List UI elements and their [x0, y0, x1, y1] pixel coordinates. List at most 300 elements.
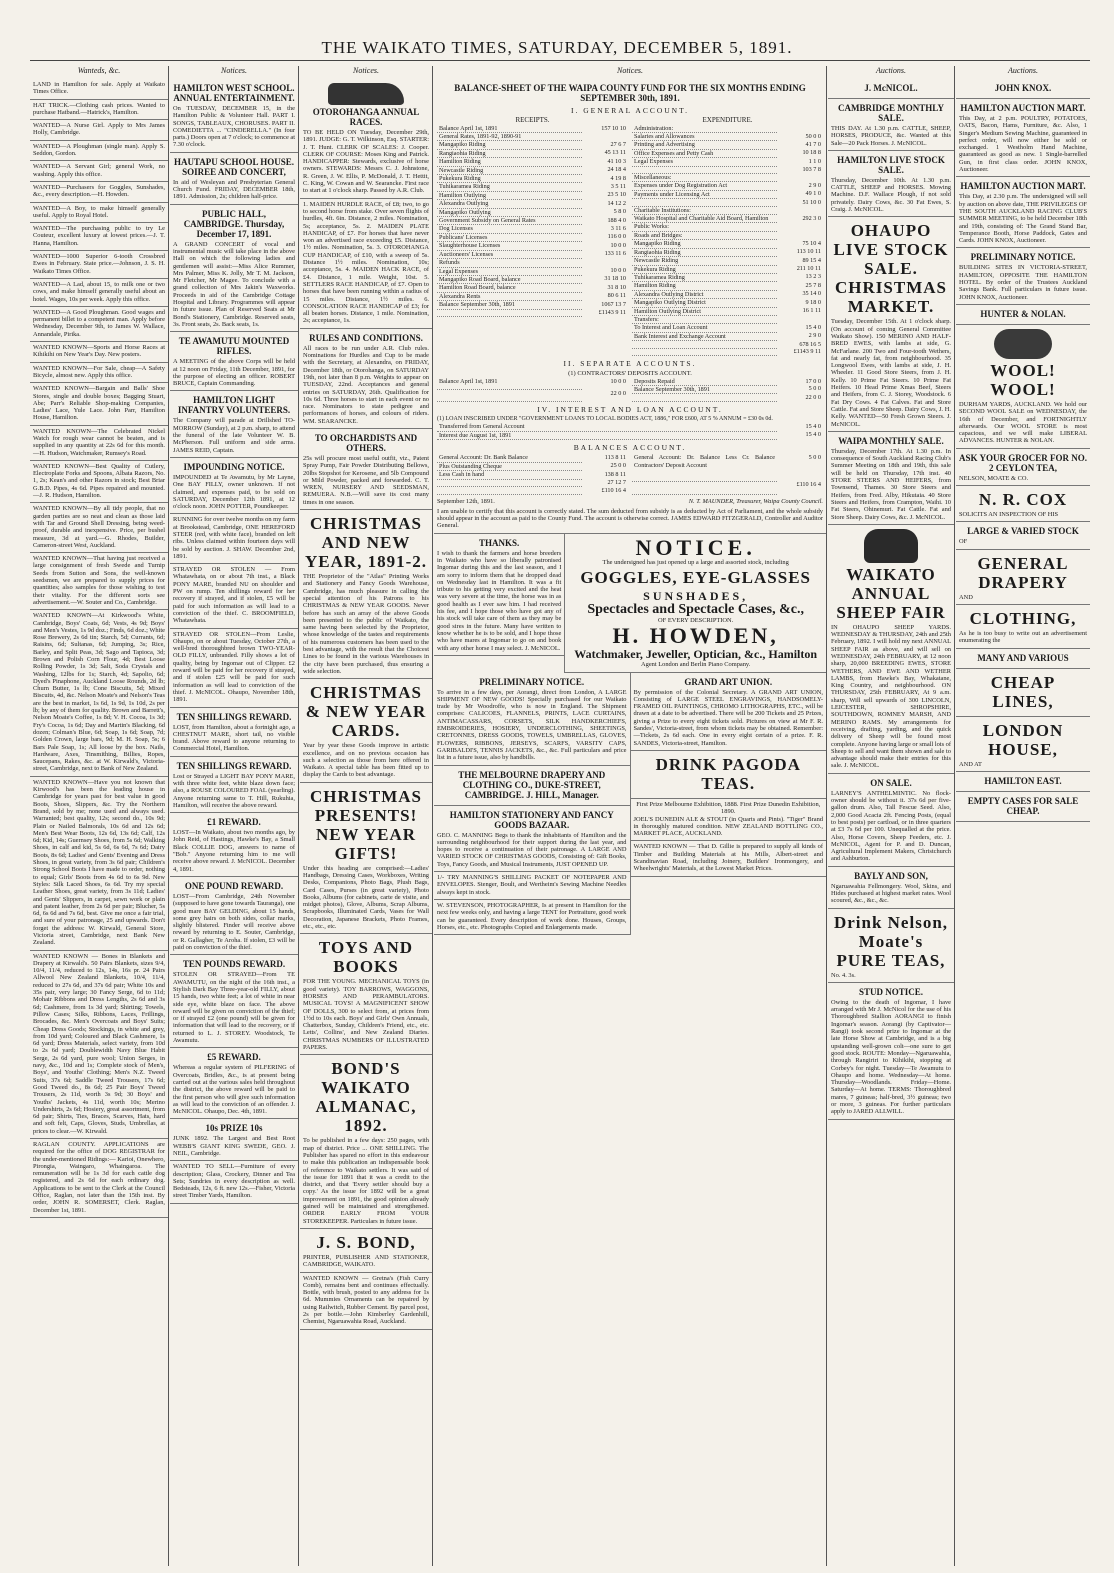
notice-heading: CHRISTMAS AND NEW YEAR, 1891-2.	[304, 514, 428, 572]
notice-ad	[956, 550, 1090, 605]
ledger-label: Payments under Licensing Act	[632, 190, 777, 198]
notice-text: Year by year these Goods improve in artistic excellence, and on no previous occasion has such a selection as those from here offered in Waikato. A special table has been fitted up to display the Cards to best advantage.	[303, 742, 429, 779]
notice-heading: WAIPA MONTHLY SALE.	[838, 435, 944, 446]
ledger-amount: 45 13 11	[604, 149, 626, 157]
classified-ad: HAT TRICK.—Clothing cash prices. Wanted to purchase Hatband.—Hatrick's, Hamilton.	[30, 100, 168, 121]
notice-text: Under this heading are comprised:—Ladies' Handbags, Dressing Cases, Workboxes, Writing Desks, Companions, Photo Bags, Plush Bags, Card Cases, Purses (in great variety), Photo Books, Albums (for cabinets, carte de visite, and midget photos), Glove, Albums, Scrap Albums, Scrapbooks, Illuminated Cards, Vases for Wall Decoration, Japanese Brackets, Photo Frames, etc., etc., etc.	[303, 864, 429, 931]
timber-text: WANTED KNOWN — That D. Gillie is prepared to supply all kinds of Timber and Building Materials at his Mills, Albert-street and Scandinavian Road, including Joinery, Builders' Ironmongery, and Wheelwrights' Materials, at the Lowest Market Prices.	[633, 843, 823, 873]
classified-ad: WANTED KNOWN—Sports and Horse Races at Kihikihi on New Year's Day. New posters.	[30, 342, 168, 363]
notice-text: PRINTER, PUBLISHER AND STATIONER, CAMBRIDGE, WAIKATO.	[303, 1253, 429, 1269]
ledger-amount: 25 7 8	[805, 281, 821, 289]
ledger-label: General Account: Dr. Bank Balance	[437, 454, 582, 462]
ledger-label	[437, 309, 582, 316]
column-heading: Wanteds, &c.	[77, 66, 121, 75]
notice-ad	[956, 717, 1090, 772]
ledger-amount: 292 3 0	[802, 214, 821, 222]
notice-ad	[170, 205, 298, 333]
notice-ad	[828, 867, 954, 909]
ledger-label: Alexandra Rents	[437, 292, 582, 300]
every-description: OF EVERY DESCRIPTION.	[658, 617, 734, 624]
stevenson-text: W. STEVENSON, PHOTOGRAPHER, Is at present in Hamilton for the next few weeks only, and having a large TENT for Portraiture, good work can be guaranteed. Every description of work done. Houses, Groups, Horses, etc., etc. Photographs Copied and Enlargements made.	[437, 901, 627, 931]
notice-heading: PUBLIC HALL, CAMBRIDGE. Thursday, December 17, 1891.	[183, 208, 285, 239]
ledger-amount: 10 0 0	[610, 267, 626, 274]
notice-text: WANTED TO SELL—Furniture of every description; Glass, Crockery, Dinner and Tea Sets; Sundries in every description as well. Bedsteads, 12s, 6 ft. new 12s.—Fisher, Victoria street Timber Yards, Hamilton.	[173, 1163, 295, 1200]
spectacles-heading: Spectacles and Spectacle Cases, &c.,	[587, 602, 804, 617]
notice-ad	[956, 486, 1090, 522]
ledger-label: Rangiaohia Riding	[632, 248, 777, 256]
notice-text: SOLICITS AN INSPECTION OF HIS	[959, 511, 1059, 519]
notice-text: OF	[959, 538, 968, 546]
ledger-label: Refunds	[437, 259, 582, 267]
ledger-label: Mangapiko Outlying District	[632, 299, 777, 307]
notice-text: 1. MAIDEN HURDLE RACE, of £8; two, to go to second horse from stake. Over seven flights of hurdles, 4ft. 6in. Distance, 2 miles. Nomination, 5s; acceptance, 5s. 2. MAIDEN PLATE HANDICAP, of £7. For horses that have never won an advertised race exceeding £5. Distance, 1½ miles. Nomination, 5s. 3. OTOROHANGA CUP HANDICAP, of £10, with a sweep of 5s. Distance 1½ miles. Nomination, 10s; acceptance, 5s. 4. MAIDEN HACK RACE, of £4. Distance, 1 mile. Weight, 10st. 5. SETTLERS RACE HANDICAP, of £7. Open to horses that have been running within a radius of 15 miles. Distance, 1½ miles. 6. CONSOLATION RACE HANDICAP of £3; for all beaten horses. Distance, 1 mile. Nomination, 2s; acceptance, 1s.	[303, 200, 429, 325]
classified-ad: WANTED KNOWN—At Kirkwood's White, Cambridge, Boys' Coats, 6d; Vests, 4s 9d; Boys' and Men's Vestes, 1s 9d doz.; Finds, 6d doz.; White Rose Brewery, 2s 6d tin; Starch, 5d; Currants, 6d; Raisins, 6d; Sultanas, 6d; Jumping, 3s; Rice, Barley, and Split Peas, 3d; Sago and Tapioca, 3d; Brown and Polish Corn Flour, 4d; Best Loose Rolling Powder, 1s 3d; Salt, Soda Crystals and Washing, 12lbs for 1s; Starch, 4d; Sapolio, 6d; Dyed's Pinaphone, Auckland Loose Rounds, 2d lb; Churn Butter, 1s lb; Cone Biscuits, 5d; Mixed Biscuits, 4d, &c. Nelson Moate's and Nelson's Teas are the best in market, 1s 6d, 1s 9d, 1s 10d, 2s per lb; by any of them for quality. Brown and Barrett's, Nelson Moate's Coffee, 1s 8d; V. H. Cocoa, 1s 3d; Fry's Cocoa, 1s 6d; Day and Martin's Blacking, 6d dozen; Colman's Blue, 6d; Soap, 1s 6d; Soap, 7d; Golden Crown, large bars, 9d; M. H. Soap, 5s; 6 Bars Pale Soap, 1s; All loose by the box. Nails, Hardware, Axes, Tinsmithing, Billies, Ropes, Saucepans, Rakes, &c. at W. Kirwald's, Victoria-street, Cambridge, next to Bank of New Zealand.	[30, 610, 168, 777]
notice-heading: TEN SHILLINGS REWARD.	[176, 760, 292, 771]
ale-text: JOEL'S DUNEDIN ALE & STOUT (in Quarts and Pints). "Tiger" Brand in thoroughly matured condition. NEW ZEALAND BOTTLING CO., MARKET PLACE, AUCKLAND.	[633, 815, 823, 838]
ledger-amount	[582, 133, 628, 141]
classified-ad: WANTED KNOWN — Bones in Blankets and Drapery at Kirwald's. 50 Pairs Blankets, sizes 9/4, 10/4, 11/4, reduced to 12s, 14s, 16s pr. 24 Pairs Allwool New Zealand Blankets, 10/4, 11/4, reduced to 27s 6d, and 37s 6d pair; White 10s and 35s pair, very large; 30 Fancy Serge, 6d to 11d; Mohair Ribbons and Dress Lengths, 2s 6d and 3s 6d; Cashmere, from 1s 3d yard; Shirting; Towels, Pillow Cases; Silks, Ribbons, Laces, Frillings, Brocades, &c. Men's Overcoats and Boys' Suits; Cheap Dress Goods; Stockings, in white and grey, from 10d yard; Coloured and Black Cashmere, 1s 6d yard; Dress Materials, select variety, from 10d to 2s 6d yard; Doublewidth Navy Blue Habit Serge, 2s 6d yard, pure wool; Union Serges, in navy, &c., 10d and 1s; Complete stock of Men's, Boys', and Youths' Clothing; Men's N.Z. Tweed Suits, 37s 6d; Saddle Tweed Trousers, 17s 6d; Good Tweed do., 8s 6d; 25 Pair Boys' Tweed Trousers, 2s 11d, worth 3s 9d; 30 Boys' and Youths' Jackets, 4s 11d, worth 10s; Merino Undershirts, 2s 6d; Hosiery, great assortment, from 6d pair; Shirts, Ties, Braces, Scarves, Hats, hard and soft felt, Caps, Gloves, Studs, Umbrellas, at prices to clear.—W. Kirwald.	[30, 951, 168, 1139]
masthead: THE WAIKATO TIMES, SATURDAY, DECEMBER 5, 1891.	[321, 38, 793, 57]
ledger-row	[632, 223, 823, 231]
ledger-row	[437, 454, 628, 462]
column-heading: Auctions.	[1008, 66, 1038, 75]
column-body	[30, 79, 168, 1218]
ledger-row	[632, 125, 823, 133]
ledger-amount: 15 4 0	[805, 423, 821, 431]
ledger-row	[632, 332, 823, 340]
classified-ad: WANTED—A Nurse Girl. Apply to Mrs James Holly, Cambridge.	[30, 120, 168, 141]
notice-text: A MEETING of the above Corps will be held at 12 noon on Friday, 11th December, 1891, for the purpose of electing an officer. ROBERT BRUCE, Captain Commanding.	[173, 358, 295, 388]
ledger-label: Salaries and Allowances	[632, 133, 777, 141]
ledger-label: Slaughterhouse Licenses	[437, 242, 582, 250]
notice-ad	[170, 877, 298, 955]
notice-text: JUNK 1892. The Largest and Best Root WEBB'S GIANT KING SWEDE, GEO. J. NEIL, Cambridge.	[173, 1135, 295, 1157]
ledger-label	[632, 481, 777, 494]
section-general-account: I. GENERAL ACCOUNT.	[571, 106, 689, 115]
ledger-amount: 2 9 0	[808, 181, 821, 189]
notice-ad	[956, 248, 1090, 304]
notice-heading: N. R. COX	[978, 490, 1068, 510]
ledger-amount: 9 18 0	[805, 298, 821, 306]
column-notices-2	[300, 66, 433, 1566]
notice-text: Tuesday, December 15th. At 1 o'clock sharp. (On account of coming General Committee Waikato Show). 150 MERINO AND HALF-BRED EWES, with lambs at side, G. McFarlane. 200 Two and Four-tooth Wethers, fat and nearly fat, from neighbourhood. 35 Longwool Ewes, with lambs at side, J. H. Wheeler. 11 Good Store Steers, from J. H. Kelly. 10 Prime Fat Steers. 10 Prime Fat Heifers. 10 Head Prime Xmas Beef, Steers and Heifers, from C. J. Storey, Woodstock. 6 Fat Dry Cows. 4 Fat Calves. Fat and Store Cattle. Fat and Store Sheep. Dairy Cows, J. H. Kelly. WANTED—50 Fresh Grown Steers. J. McNICOL.	[831, 318, 951, 428]
ledger-amount: 31 8 10	[607, 283, 626, 291]
balance-date: September 12th, 1891.	[437, 497, 495, 505]
ledger-amount: 35 14 0	[802, 290, 821, 298]
ledger-row	[437, 183, 628, 191]
notice-ad	[300, 429, 432, 510]
ledger-row	[437, 309, 628, 316]
ledger-label: Transfers:	[632, 315, 777, 323]
notice-text: IMPOUNDED at Te Awamutu, by Mr Layne, One BAY FILLY, owner unknown. If not claimed, and expenses paid, to be sold on SATURDAY, December 12th 1891, at 12 o'clock noon. JOHN POTTER, Poundkeeper.	[173, 473, 295, 511]
howden-agent: Agent London and Berlin Piano Company.	[641, 661, 751, 669]
notice-ad	[956, 325, 1090, 449]
ledger-row	[437, 378, 628, 390]
ledger-row	[437, 301, 628, 309]
notice-heading: EMPTY CASES FOR SALE CHEAP.	[967, 795, 1079, 816]
auditor-note: I am unable to certify that this account is correctly stated. The sum deducted from subsidy is as deducted by Act of Parliament, and the whole subsidy should appear in the account as paid to the County Fund. The account is otherwise correct. JAMES EDWARD FITZGERALD, Controller and Auditor General.	[437, 507, 823, 530]
ledger-label: Interest due August 1st, 1891	[437, 431, 777, 439]
ledger-row	[632, 348, 823, 355]
ledger-label: General Rates, 1891-92, 1890-91	[437, 133, 582, 141]
notice-text: Lost or Strayed a LIGHT BAY PONY MARE, with three white feet, white blaze down face; also, a ROUSE COLOURED FOAL (yearling). Anyone returning same to T. Hill, Rukuhia, Hamilton, will receive the above reward.	[173, 772, 295, 809]
ledger-row	[437, 462, 628, 470]
shilling-text: 1/- TRY MANNING'S SHILLING PACKET OF NOTEPAPER AND ENVELOPES. Stenger, Boult, and Wertheim's Sewing Machine Needles always kept in stock.	[437, 874, 627, 896]
notice-heading: HAMILTON LIGHT INFANTRY VOLUNTEERS.	[177, 395, 291, 416]
notice-heading: 10s PRIZE 10s	[205, 1123, 263, 1134]
ledger-amount: 10 0 0	[610, 377, 626, 385]
notice-heading: MANY AND VARIOUS	[977, 652, 1069, 663]
ledger-amount	[777, 223, 823, 231]
ledger-label: Printing and Advertising	[632, 141, 777, 149]
ledger-row	[632, 324, 823, 332]
notice-ad	[828, 99, 954, 151]
ledger-amount: 41 7 0	[805, 140, 821, 148]
notice-heading: HAMILTON EAST.	[984, 775, 1062, 786]
notice-heading: BOND'S WAIKATO ALMANAC, 1892.	[315, 1059, 417, 1136]
sunshades-heading: SUNSHADES,	[643, 589, 749, 603]
ledger-label: Hamilton Outlying	[437, 191, 582, 199]
notice-ad	[956, 177, 1090, 248]
column-notices-3	[434, 66, 827, 1566]
notice-heading: BAYLY AND SON,	[854, 870, 928, 881]
notice-ad	[300, 679, 432, 782]
notice-ad	[170, 79, 298, 153]
notice-text: AND AT	[959, 760, 982, 768]
notice-heading: HAUTAPU SCHOOL HOUSE. SOIREE AND CONCERT,	[173, 156, 295, 177]
notice-heading: TEN SHILLINGS REWARD.	[176, 711, 292, 722]
notice-heading: TOYS AND BOOKS	[318, 938, 414, 977]
ledger-label: Legal Expenses	[632, 158, 777, 166]
ledger-row	[632, 265, 823, 273]
ledger-label: Miscellaneous:	[632, 174, 777, 182]
ledger-label: Hamilton Outlying District	[632, 307, 777, 315]
ledger-amount: 22 0 0	[610, 389, 626, 397]
column-heading: Notices.	[617, 66, 643, 75]
ledger-label: Balance September 30th, 1891	[437, 301, 582, 309]
notice-ad	[828, 774, 954, 867]
notice-ad	[170, 708, 298, 757]
notice-ad	[300, 783, 432, 935]
ledger-amount: 3 11 6	[610, 224, 626, 232]
ledger-amount: 157 10 10	[601, 124, 626, 132]
ledger-row	[437, 284, 628, 292]
ledger-row	[632, 481, 823, 494]
ledger-amount: 75 10 4	[802, 239, 821, 247]
ledger-row	[437, 217, 628, 225]
ledger-amount	[777, 174, 823, 182]
ledger-label: Tuhikaramea Riding	[632, 273, 777, 281]
ledger-label: Government Subsidy on General Rates	[437, 217, 582, 225]
classified-ad: WANTED KNOWN—Bargain and Balls' Shoe Stores, single and double boxes; Bagging Stuart, Abe; Parr's Reliable Shop-making Companies, Ladies' Lace, Yule Lace. John Parr, Hamilton House, Hamilton.	[30, 383, 168, 425]
ledger-amount: 1 1 0	[808, 157, 821, 165]
ledger-amount: 31 18 10	[604, 275, 626, 283]
ledger-row	[437, 133, 628, 141]
notice-text: LOST—From Cambridge, 24th November (supposed to have gone towards Tauranga), one good mare BAY GELDING, about 15 hands, some grey hairs on both sides, collar marks, slightly blistered. Finder will receive above reward by returning to E. Souter, Cambridge, or R. Gallagher, Te Aroha. If stolen, £3 will be paid on conviction of the thief.	[173, 892, 295, 952]
treasurer-signature: N. T. MAUNDER, Treasurer, Waipa County Council.	[688, 497, 823, 505]
ledger-label: Hamilton Riding	[437, 158, 582, 166]
ledger-amount	[582, 259, 628, 267]
art-union-heading: GRAND ART UNION.	[684, 676, 773, 687]
grand-art-union	[631, 673, 827, 751]
ledger-amount: 10 18 8	[802, 149, 821, 157]
ledger-label: Newcastle Riding	[437, 166, 582, 174]
notice-ad	[170, 1161, 298, 1203]
ledger-row	[632, 166, 823, 173]
ledger-label: Newcastle Riding	[632, 257, 777, 265]
notice-text: BUILDING SITES IN VICTORIA-STREET, HAMILTON, OPPOSITE THE HAMILTON HOTEL. By order of the Trustees Auckland Savings Bank. Full particulars in future issue. JOHN KNOX, Auctioneer.	[959, 264, 1087, 301]
ledger-row	[437, 175, 628, 183]
notice-text: STRAYED OR STOLEN—From Leslie, Ohaupo, on or about Tuesday, October 27th, a well-bred thoroughbred brown TWO-YEAR-OLD FILLY, unbranded. Filly shows a lot of quality, being by Ingomar out of Clipper. £2 reward will be paid for her recovery if strayed, and if stolen £25 will be paid for such information as will lead to conviction of the thief. J. McNICOL. Ohaupo, November 18th, 1891.	[173, 630, 295, 704]
ledger-row	[632, 290, 823, 298]
howden-name: H. HOWDEN,	[612, 623, 779, 649]
notice-text: 25s will procure most useful outfit, viz., Patent Spray Pump, Fair Powder Distributing Bellows, 20lbs Stopshot for Kerosene, and 5lb Compound or Mild Powder, packed and forwarded. C. T. WREN, NURSERY AND SEEDSMAN, REMUERA. N.B.—Will save its cost many times in one season.	[303, 454, 429, 506]
notice-heading: GENERAL DRAPERY	[977, 553, 1069, 592]
ledger-row	[437, 292, 628, 300]
ledger-row	[437, 200, 628, 208]
contractors-deposits-heading: (1) CONTRACTORS' DEPOSITS ACCOUNT.	[568, 370, 692, 378]
ledger-label: Waikato Hospital and Charitable Aid Board, Hamilton	[632, 215, 777, 223]
notice-ad	[170, 757, 298, 813]
ledger-amount: 5 0 0	[808, 454, 821, 462]
notice-text: NELSON, MOATE & CO.	[959, 474, 1029, 482]
ledger-label: Transferred from General Account	[437, 423, 777, 431]
ledger-label: Expenses under Dog Registration Act	[632, 182, 777, 190]
notice-ad	[300, 1229, 432, 1273]
ledger-amount: 50 0 0	[805, 132, 821, 140]
notice-heading: WOOL! WOOL!	[990, 360, 1056, 399]
stationery-bazaar	[434, 806, 630, 872]
column-heading: Auctions.	[876, 66, 906, 75]
notice-heading: ONE POUND REWARD.	[184, 880, 284, 891]
section-separate-accounts: II. SEPARATE ACCOUNTS.	[563, 358, 697, 368]
notice-ad	[828, 432, 954, 525]
classified-ad: WANTED—A Boy, to make himself generally useful. Apply to Royal Hotel.	[30, 203, 168, 224]
ledger-label	[632, 199, 777, 206]
ledger-amount: 4 19 8	[610, 174, 626, 182]
ledger-amount: 41 10 3	[607, 157, 626, 165]
ledger-amount: 51 10 0	[802, 198, 821, 206]
notice-heading: CAMBRIDGE MONTHLY SALE.	[838, 103, 944, 123]
ledger-row	[437, 166, 628, 174]
ledger-row	[437, 191, 628, 199]
notice-ad	[828, 525, 954, 774]
ledger-row	[437, 431, 823, 439]
notice-ad	[956, 605, 1090, 649]
notice-ad	[956, 522, 1090, 549]
notice-ad	[300, 329, 432, 429]
ledger-amount	[777, 125, 823, 133]
classified-ad: WANTED KNOWN—Best Quality of Cutlery, Electroplate Forks and Spoons, Albata Razors, No. 1, 2s; Kean's and other Razors in stock; Best Briar G.B.D. Pipes, 4s 6d. Pipes repaired and mounted.—J. R. Hudson, Hamilton.	[30, 461, 168, 503]
receipts-heading: RECEIPTS.	[515, 116, 550, 125]
notice-text: Thursday, December 10th. At 1.30 p.m. CATTLE, SHEEP and HORSES. Mowing Machine. D.F. Wallace Plough, if not sold privately. Dairy Cows, &c. 30 Fat Ewes, S. Craig. J. McNICOL.	[831, 176, 951, 214]
notice-ad	[170, 955, 298, 1048]
balance-sheet-title: BALANCE-SHEET OF THE WAIPA COUNTY FUND FOR THE SIX MONTHS ENDING SEPTEMBER 30th, 1891.	[454, 83, 806, 103]
notice-text: Ngaruawahia Fellmongery. Wool, Skins, and Hides purchased at highest market rates. Wool scoured, &c., &c., &c.	[831, 882, 951, 905]
medals-text: First Prize Melbourne Exhibition, 1888. First Prize Dunedin Exhibition, 1890.	[636, 800, 821, 816]
notice-ad	[956, 649, 1090, 669]
notice-ad	[170, 514, 298, 564]
ledger-amount: 22 0 0	[805, 393, 821, 401]
ledger-amount: 24 18 4	[607, 166, 626, 174]
ledger-amount: 27 12 7	[607, 479, 626, 487]
ledger-row	[437, 208, 628, 216]
ledger-label: Mangapiko Road Board, balance	[437, 275, 582, 283]
notice-heading: Drink Nelson, Moate's PURE TEAS,	[833, 912, 949, 970]
balances-expenditure-table	[632, 454, 823, 494]
balance-sheet	[434, 79, 826, 534]
ledger-amount: 16 1 11	[802, 307, 821, 315]
ledger-label	[632, 394, 777, 401]
ledger-amount: 3 5 11	[610, 182, 626, 190]
goggles-heading: GOGGLES, EYE-GLASSES	[580, 568, 811, 587]
notice-text: IN OHAUPO SHEEP YARDS. WEDNESDAY & THURSDAY, 24th and 25th February, 1892. I will hold my next ANNUAL SHEEP FAIR as above, and will sell on WEDNESDAY, 24th FEBRUARY, at 12 noon sharp, 20,000 BREEDING EWES, STORE WETHERS, AND EWE AND WETHER LAMBS, from Hawke's Bay, Whakatane, King Country, and neighbourhood. ON THURSDAY, 25th FEBRUARY, At 9 a.m. sharp, Will sell upwards of 300 LINCOLN, LEICESTER, SHROPSHIRE, SOUTHDOWN, ROMNEY MARSH, AND MERINO RAMS. My arrangements for receiving, drafting, yarding, and the quick delivery of Sheep will be found most complete. Anyone having large or small lots of Sheep to sell and want them shown and sale to advantage should make their entries for this sale. J. McNICOL.	[831, 623, 951, 770]
loan-table	[437, 423, 823, 440]
preliminary-text: To arrive in a few days, per Aorangi, direct from London, A LARGE SHIPMENT OF NEW GOODS! Specially purchased for our Waikato trade by Mr Woodroffe, who is now in England. The Shipment comprises: CALICOES, FLANNELS, PRINTS, LACE CURTAINS, ANTIMACASSARS, CORSETS, SILK HANDKERCHIEFS, EMBROIDERIES, HOSIERY, UNDERCLOTHING, SHEETINGS, CRETONNES, DRESS GOODS, TOWELS, UMBRELLAS, GLOVES, FLOWERS, RIBBONS, JERSEYS, SCARFS, VARSITY CAPS, GARIBALDI'S, TENNIS JACKETS, &c., &c. Full particulars and price list in a future issue, also by handbills.	[437, 688, 627, 762]
ledger-label: Balance September 30th, 1891	[632, 385, 777, 393]
notice-ad	[828, 151, 954, 217]
classified-ad: WANTED—1000 Superior 6-tooth Crossbred Ewes in February. State price.—Johnson, J. S. H. Waikato Times Office.	[30, 251, 168, 279]
deposits-receipts-table	[437, 378, 628, 402]
notice-heading: PRELIMINARY NOTICE.	[970, 252, 1076, 263]
ledger-amount: 23 5 10	[607, 191, 626, 199]
ledger-amount: 5 0 0	[808, 385, 821, 393]
notice-heading: NOTICE.	[635, 534, 756, 560]
notice-text: Owing to the death of Ingomar, I have arranged with Mr J. McNicol for the use of his Thoroughbred Stallion AORANGI to finish Ingomar's season. Aorangi (by Captivator—Rangi) took second prize to Ingomar at the late Horse Show at Cambridge, and is a big upstanding well-grown colt—one sure to get good stock. ROUTE: Monday—Ngaruawahia, through Rangiriri to Kihikihi, stopping at Corbey's for night. Tuesday—Te Awamutu to Ohaupo and home. Wednesday—At home. Thursday—Woodlands. Friday—Home. Saturday—At home. TERMS: Thoroughbred mares, 7 guineas; half-bred, 3½ guineas; two or more, 3 guineas. For further particulars apply to JARED ALLWILL.	[831, 998, 951, 1116]
notice-ad	[956, 449, 1090, 486]
ledger-row	[437, 125, 628, 133]
notice-text: WANTED KNOWN — Gretna's (Fish Curry Comb), remains bent and continues effectually. Bottle, with brush, posted to any address for 1s 6d. Mummies Ornaments can be repaired by using Railwitch, Rubber Cement. By parcel post, 2s per bottle.—John Kimberley Gardenhill, Chemist, Ngaruawahia Road, Auckland.	[303, 1274, 429, 1326]
notice-text: LOST, from Hamilton, about a fortnight ago, a CHESTNUT MARE, short tail, no visible brand. Above reward to anyone returning to Commercial Hotel, Hamilton.	[173, 723, 295, 753]
ledger-row	[437, 275, 628, 283]
ledger-label: Plus Outstanding Cheque	[437, 462, 582, 470]
ledger-amount: 15 4 0	[805, 323, 821, 331]
receipts-table	[437, 125, 628, 317]
notice-ad	[300, 1273, 432, 1330]
ledger-amount: 138 8 11	[604, 470, 626, 478]
ledger-row	[632, 231, 823, 239]
ledger-amount: £110 16 4	[796, 481, 821, 489]
notice-heading: HUNTER & NOLAN.	[980, 308, 1066, 319]
notice-ad	[956, 99, 1090, 177]
notice-heading: RULES AND CONDITIONS.	[309, 332, 423, 343]
notice-ad	[956, 669, 1090, 717]
ledger-amount: 49 1 0	[805, 190, 821, 198]
classified-ad: WANTED—A Good Ploughman. Good wages and permanent billet to a competent man. Apply before Wednesday, December 9th, to James W. Wallace, Annandale, Pirika.	[30, 307, 168, 342]
notice-text: As he is too busy to write out an advertisement enumerating the	[959, 629, 1087, 645]
ledger-label	[632, 166, 777, 173]
notice-text: FOR THE YOUNG. MECHANICAL TOYS (in good variety). TOY BARROWS, WAGGONS, HORSES AND PERAMBULATORS. MUSICAL TOYS! A MAGNIFICENT SHOW OF DOLLS, 300 to select from, at prices from 1½d to 10s each. Boys' and Girls' Own Annuals, Chatterbox, Sunday, Children's Friend, etc., etc. Letts', Collins', and New Zealand Diaries. CHRISTMAS NUMBERS OF ILLUSTRATED PAPERS.	[303, 978, 429, 1052]
notice-ad	[300, 934, 432, 1055]
thanks-notice	[434, 534, 564, 656]
notice-heading: CHRISTMAS PRESENTS! NEW YEAR GIFTS!	[310, 786, 422, 863]
ledger-label: Tuhikaramea Riding	[437, 183, 582, 191]
notice-heading: CHEAP LINES,	[990, 672, 1056, 711]
masthead-rule	[30, 60, 1090, 61]
notice-ad	[956, 79, 1090, 99]
ledger-row	[632, 190, 823, 198]
ledger-row	[437, 267, 628, 275]
notice-heading: ASK YOUR GROCER FOR NO. 2 CEYLON TEA,	[959, 452, 1087, 473]
ledger-label: Deposits Repaid	[632, 378, 777, 386]
ledger-row	[437, 141, 628, 149]
notice-ad	[300, 79, 432, 199]
expenditure-table	[632, 125, 823, 356]
ledger-amount: £1143 9 11	[793, 348, 821, 356]
ledger-amount: 14 12 2	[607, 199, 626, 207]
thanks-heading: THANKS.	[479, 537, 520, 548]
notice-text: DURHAM YARDS, AUCKLAND. We hold our SECOND WOOL SALE on WEDNESDAY, the 16th of December, and FORTNIGHTLY afterwards. Our WOOL STORE is most capacious, and we will make LIBERAL ADVANCES. HUNTER & NOLAN.	[959, 400, 1087, 445]
ledger-row	[632, 299, 823, 307]
notice-ad	[170, 458, 298, 514]
ledger-amount	[777, 206, 823, 214]
notice-text: All races to be run under A.R. Club rules. Nominations for Hurdles and Cup to be made with the Secretary, at Alexandra, on FRIDAY, December 18th, or Otorohanga, on SATURDAY 19th, not later than 8 p.m. Weights to appear on TUESDAY, 22nd. Acceptances and general entries on SATURDAY, 26th. Qualification for 10s 6d. Three horses to start in each event or no race. Nominators to state pedigree and performances of horses, and colours of riders. WM. SEARANCKE.	[303, 344, 429, 425]
ledger-label: Bank Interest and Exchange Account	[632, 332, 777, 340]
notice-heading: HAMILTON AUCTION MART.	[960, 103, 1086, 113]
classified-ad: WANTED KNOWN—Have you not known that Kirwood's has been the leading house in Cambridge for years past for best value in good Boots, Shoes, Slippers, &c. Try the Northern Brand, sold by me; none used and always used. Warranted; best quality, 12s; second do., 10s 9d; Plain or Nailed Balmorals, 10s 6d and 12s 6d; Men's Best Wear Boots, 12s 6d, 13s 6d; Calf, 12s 6d; Kid, 14s; Guernsey Shoes, from 5s 6d; Walking Shoes, in calf and kid, 5s 6d, 6s 6d, 7s 6d; Dairy Boots, 8s 6d; Ladies' and Gents' Evening and Dress Shoes, in great variety, from 3s 6d pair; Children's Strong School Boots I have made to order, nothing to equal; Girls' Boots from 4s 6d to 6s 9d. New Styles: Silk Laced Shoes, 6s 6d. Try my special Leather Shoes, great variety, from 3s 11d; Ladies' and Gents' Slippers, in carpet, sewn work or plain and patent leather, from 2s 6d per pair; Blucher, 5s 6d, 6s 6d and 7s 6d, best. Give me once a fair trial, and sure of your patronage, 25 and upwards. Don't forget the address: W. Kirwald, General Store, Victoria street, Cambridge, next Bank New Zealand.	[30, 777, 168, 951]
ledger-amount: 113 8 11	[604, 454, 626, 462]
notice-heading: J. S. BOND,	[316, 1232, 416, 1252]
ledger-row	[437, 242, 628, 250]
bull-engraving	[864, 529, 918, 563]
ledger-row	[632, 141, 823, 149]
notice-ad	[828, 79, 954, 99]
ledger-row	[632, 215, 823, 223]
melbourne-drapery	[434, 766, 630, 806]
notice-ad	[170, 1048, 298, 1119]
ledger-row	[437, 479, 628, 486]
ledger-row	[632, 307, 823, 315]
ledger-label: Public Works:	[632, 223, 777, 231]
notice-text: This Day, at 2 p.m. POULTRY, POTATOES, OATS, Bacon, Hams, Furniture, &c. Also, 1 Singer's Medium Sewing Machine, guaranteed in perfect order, will now either be sold or exchanged. 1 Westholm Hand Machine, guaranteed as good as new. 1 Single-barrelled Gun, in first class order. JOHN KNOX, Auctioneer.	[959, 115, 1087, 174]
notice-heading: CLOTHING,	[969, 608, 1077, 628]
ledger-label: Auctioneers' Licenses	[437, 250, 582, 258]
ledger-row	[632, 182, 823, 190]
column-body	[828, 79, 954, 1120]
column-body	[300, 79, 432, 1330]
notice-text: The Company will parade at Drillshed TO-MORROW (Sunday), at 2 p.m. sharp, to attend the funeral of the late Volunteer W. B. McPherson. Full uniform and side arms. JAMES REID, Captain.	[173, 417, 295, 454]
sheep-engraving	[994, 329, 1052, 359]
ledger-row	[437, 225, 628, 233]
notice-heading: CHRISTMAS & NEW YEAR CARDS.	[305, 683, 427, 741]
ledger-label: Publicans' Licenses	[437, 233, 582, 241]
notice-heading: OTOROHANGA ANNUAL RACES.	[312, 107, 420, 127]
section-interest-loan: IV. INTEREST AND LOAN ACCOUNT.	[537, 404, 723, 414]
notice-ad	[956, 305, 1090, 325]
ledger-row	[632, 341, 823, 348]
ledger-label: Hamilton Riding	[632, 282, 777, 290]
horse-engraving	[328, 83, 404, 105]
column-auctions-2	[956, 66, 1090, 1566]
ledger-amount: 10 0 0	[610, 241, 626, 249]
preliminary-notice	[434, 673, 630, 766]
ledger-amount	[777, 315, 823, 323]
ledger-label: Alexandra Outlying	[437, 200, 582, 208]
notice-text: AND	[959, 593, 973, 601]
classified-ad: RAGLAN COUNTY. APPLICATIONS are required for the office of DOG REGISTRAR for the under-mentioned Ridings:— Karioi, Onewhero, Pirongia, Waingaro, Whaingaroa. The remuneration will be 1s 3d for each cattle dog registered, and 2s 6d for each ordinary dog. Applications to be sent to the Clerk at the Council Office, Raglan, not later than the 15th inst. By order, JOHN R. SOMERSET, Clerk. Raglan, December 1st, 1891.	[30, 1139, 168, 1218]
classified-ad: WANTED—A Lad, about 15, to milk one or two cows, and make himself generally useful about an hotel. Wages, 10s per week. Apply this office.	[30, 279, 168, 307]
notice-text: STRAYED OR STOLEN — From Whatawhata, on or about 7th inst., a Black PONY MARE, branded NU on shoulder and PW on rump. Ten shillings reward for her recovery if strayed, and if stolen, £5 will be paid for such information as will lead to a conviction of the thief. C. BROOMFIELD, Whatawhata.	[173, 566, 295, 625]
howden-notice	[565, 534, 826, 673]
notice-ad	[300, 510, 432, 679]
ledger-label: Hamilton Road Board, balance	[437, 284, 582, 292]
ledger-amount: £110 16 4	[601, 486, 626, 494]
ledger-label: To Interest and Loan Account	[632, 324, 777, 332]
ledger-label: Roads and Bridges:	[632, 231, 777, 239]
notice-heading: TEN POUNDS REWARD.	[182, 959, 286, 970]
column-notices-1	[170, 66, 299, 1566]
ledger-amount: 113 10 11	[796, 248, 821, 256]
